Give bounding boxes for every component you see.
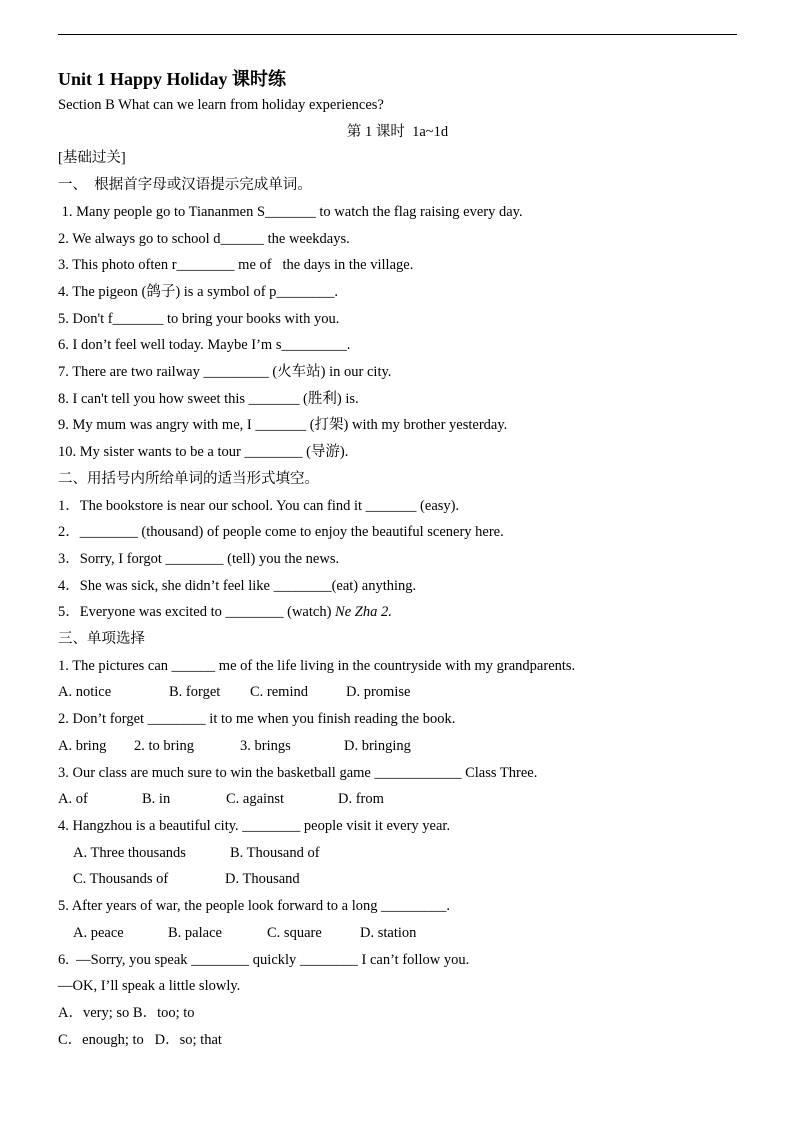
option-d: D. from [338,791,384,808]
part2-item: 1．The bookstore is near our school. You can find it _______ (easy). [58,497,460,514]
option-a: A. Three thousands [73,844,186,861]
question-1: 1. The pictures can ______ me of the life living in the countryside with my grandparents. [58,657,576,674]
question-6-reply: —OK, I’ll speak a little slowly. [58,978,241,995]
part1-item: 1. Many people go to Tiananmen S_______ to watch the flag raising every day. [58,203,523,220]
part2-item [58,599,737,626]
question-6: 6. —Sorry, you speak ________ quickly ________ I can’t follow you. [58,951,470,968]
part1-item: 2. We always go to school d______ the weekdays. [58,230,350,247]
option-c: C. remind [250,684,308,701]
question-6-options-row2: C．enough; to D．so; that [58,1031,222,1048]
part1-item: 10. My sister wants to be a tour ________ (导游). [58,444,349,461]
option-d: D. bringing [344,737,411,754]
part2-item5-text: 5．Everyone was excited to ________ (watch) [58,604,336,621]
part2-heading: 二、用括号内所给单词的适当形式填空。 [58,470,319,487]
basic-label: [基础过关] [58,150,126,167]
option-a: A. notice [58,684,112,701]
question-4: 4. Hangzhou is a beautiful city. ________ people visit it every year. [58,817,451,834]
question-4-options-row2 [58,866,737,893]
option-a: A. peace [73,924,124,941]
option-d: D. Thousand [225,871,300,888]
part1-item: 9. My mum was angry with me, I _______ (打架) with my brother yesterday. [58,417,508,434]
part2-item: 4．She was sick, she didn’t feel like ________(eat) anything. [58,577,417,594]
part3-heading: 三、单项选择 [58,631,145,648]
worksheet [58,66,737,1053]
option-c: C. square [267,924,322,941]
movie-title: Ne Zha 2. [335,604,392,621]
question-4-options-row1 [58,840,737,867]
part1-item: 8. I can't tell you how sweet this _______ (胜利) is. [58,390,359,407]
option-b: B. in [142,791,171,808]
part2-item: 2．________ (thousand) of people come to enjoy the beautiful scenery here. [58,524,504,541]
page-title: Unit 1 Happy Holiday 课时练 [58,69,287,89]
part2-item: 3．Sorry, I forgot ________ (tell) you the news. [58,550,340,567]
option-c: C. Thousands of [73,871,169,888]
header-rule [58,34,737,35]
part1-item: 6. I don’t feel well today. Maybe I’m s_________. [58,337,351,354]
question-3: 3. Our class are much sure to win the basketball game ____________ Class Three. [58,764,538,781]
question-3-options [58,786,737,813]
option-d: D. station [360,924,417,941]
part1-heading: 一、 根据首字母或汉语提示完成单词。 [58,177,312,194]
part1-item: 7. There are two railway _________ (火车站) in our city. [58,364,392,381]
lesson-label: 第 1 课时 1a~1d [346,123,449,140]
question-1-options [58,679,737,706]
option-b: B. forget [169,684,221,701]
option-c: C. against [226,791,284,808]
option-a: A. of [58,791,88,808]
option-b: B. palace [168,924,222,941]
option-b: B. Thousand of [230,844,320,861]
section-subtitle: Section B What can we learn from holiday experiences? [58,97,384,113]
option-b: 2. to bring [134,737,195,754]
option-a: A. bring [58,737,107,754]
question-2-options [58,733,737,760]
option-c: 3. brings [240,737,291,754]
part1-item: 3. This photo often r________ me of the days in the village. [58,257,414,274]
option-d: D. promise [346,684,411,701]
question-6-options-row1: A．very; so B．too; to [58,1004,195,1021]
part1-item: 4. The pigeon (鸽子) is a symbol of p________. [58,283,339,300]
part1-item: 5. Don't f_______ to bring your books with you. [58,310,340,327]
question-5-options [58,920,737,947]
question-5: 5. After years of war, the people look forward to a long _________. [58,898,451,915]
question-2: 2. Don’t forget ________ it to me when you finish reading the book. [58,711,456,728]
